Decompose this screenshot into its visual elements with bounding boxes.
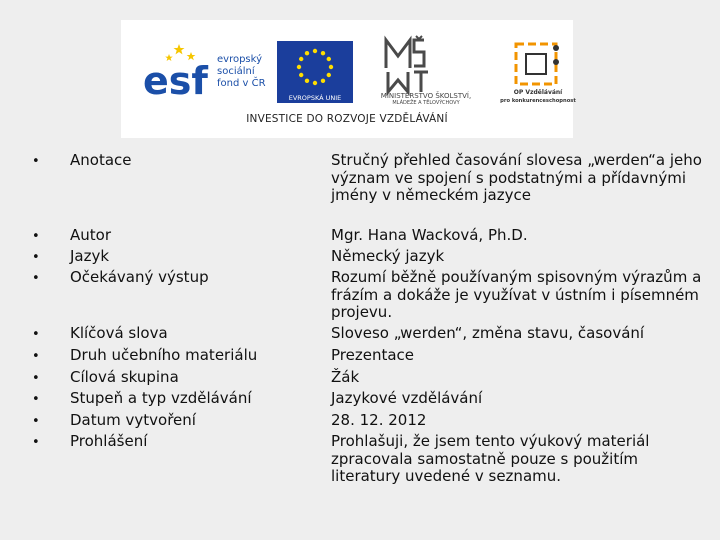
value-jazyk: Německý jazyk: [331, 247, 445, 265]
label-jazyk: [32, 246, 109, 268]
label-prohlaseni: [32, 431, 147, 453]
eu-flag: [277, 41, 353, 94]
bullet-icon: •: [32, 414, 40, 429]
label-stupen: [32, 388, 252, 410]
value-prohlaseni: Prohlašuji, že jsem tento výukový materiál zpracovala samostatně pouze s použitím literatury uvedené v seznamu.: [331, 432, 650, 485]
opvk-line-1: OP Vzdělávání: [513, 89, 563, 96]
label-autor: [32, 225, 111, 247]
label-text: Stupeň a typ vzdělávání: [70, 389, 252, 407]
value-datum: 28. 12. 2012: [331, 411, 427, 429]
esf-line-2: sociální: [217, 66, 255, 77]
investice-tagline: INVESTICE DO ROZVOJE VZDĚLÁVÁNÍ: [246, 113, 448, 125]
value-stupen: Jazykové vzdělávání: [331, 389, 483, 407]
label-datum: [32, 410, 196, 432]
label-klicova-slova: [32, 323, 168, 345]
value-autor: Mgr. Hana Wacková, Ph.D.: [331, 226, 528, 244]
bullet-icon: •: [32, 250, 40, 265]
bullet-icon: •: [32, 327, 40, 342]
label-text: Cílová skupina: [70, 368, 179, 386]
msmt-line-2: MLÁDEŽE A TĚLOVÝCHOVY: [392, 100, 460, 106]
label-text: Jazyk: [70, 247, 110, 265]
opvk-line-2: pro konkurenceschopnost: [500, 98, 576, 104]
label-anotace: [32, 150, 132, 172]
msmt-line-1: MINISTERSTVO ŠKOLSTVÍ,: [380, 92, 472, 100]
label-text: Klíčová slova: [70, 324, 168, 342]
esf-wordmark: esf: [143, 59, 208, 103]
label-text: Druh učebního materiálu: [70, 346, 258, 364]
opvk-logo: [500, 38, 576, 108]
esf-logo: [143, 40, 266, 103]
label-vystup: [32, 267, 209, 289]
value-anotace: Stručný přehled časování slovesa „werden“a jeho význam ve spojení s podstatnými a přídavnými jmény v německém jazyce: [331, 151, 702, 204]
label-druh: [32, 345, 257, 367]
label-text: Anotace: [70, 151, 132, 169]
msmt-logo: [366, 34, 486, 104]
bullet-icon: •: [32, 435, 40, 450]
value-druh: Prezentace: [331, 346, 415, 364]
bullet-icon: •: [32, 154, 40, 169]
label-text: Datum vytvoření: [70, 411, 196, 429]
eu-label: EVROPSKÁ UNIE: [277, 94, 353, 103]
logo-banner: [121, 20, 576, 138]
label-text: Očekávaný výstup: [70, 268, 209, 286]
bullet-icon: •: [32, 349, 40, 364]
esf-line-3: fond v ČR: [217, 78, 266, 89]
label-text: Autor: [70, 226, 111, 244]
bullet-icon: •: [32, 392, 40, 407]
esf-line-1: evropský: [217, 54, 262, 65]
value-vystup: Rozumí běžně používaným spisovným výrazům a frázím a dokáže je využívat v ústním i písemném projevu.: [331, 268, 702, 321]
label-skupina: [32, 367, 179, 389]
bullet-icon: •: [32, 271, 40, 286]
value-skupina: Žák: [331, 368, 360, 386]
bullet-icon: •: [32, 371, 40, 386]
bullet-icon: •: [32, 229, 40, 244]
value-klicova-slova: Sloveso „werden“, změna stavu, časování: [331, 324, 645, 342]
label-text: Prohlášení: [70, 432, 148, 450]
